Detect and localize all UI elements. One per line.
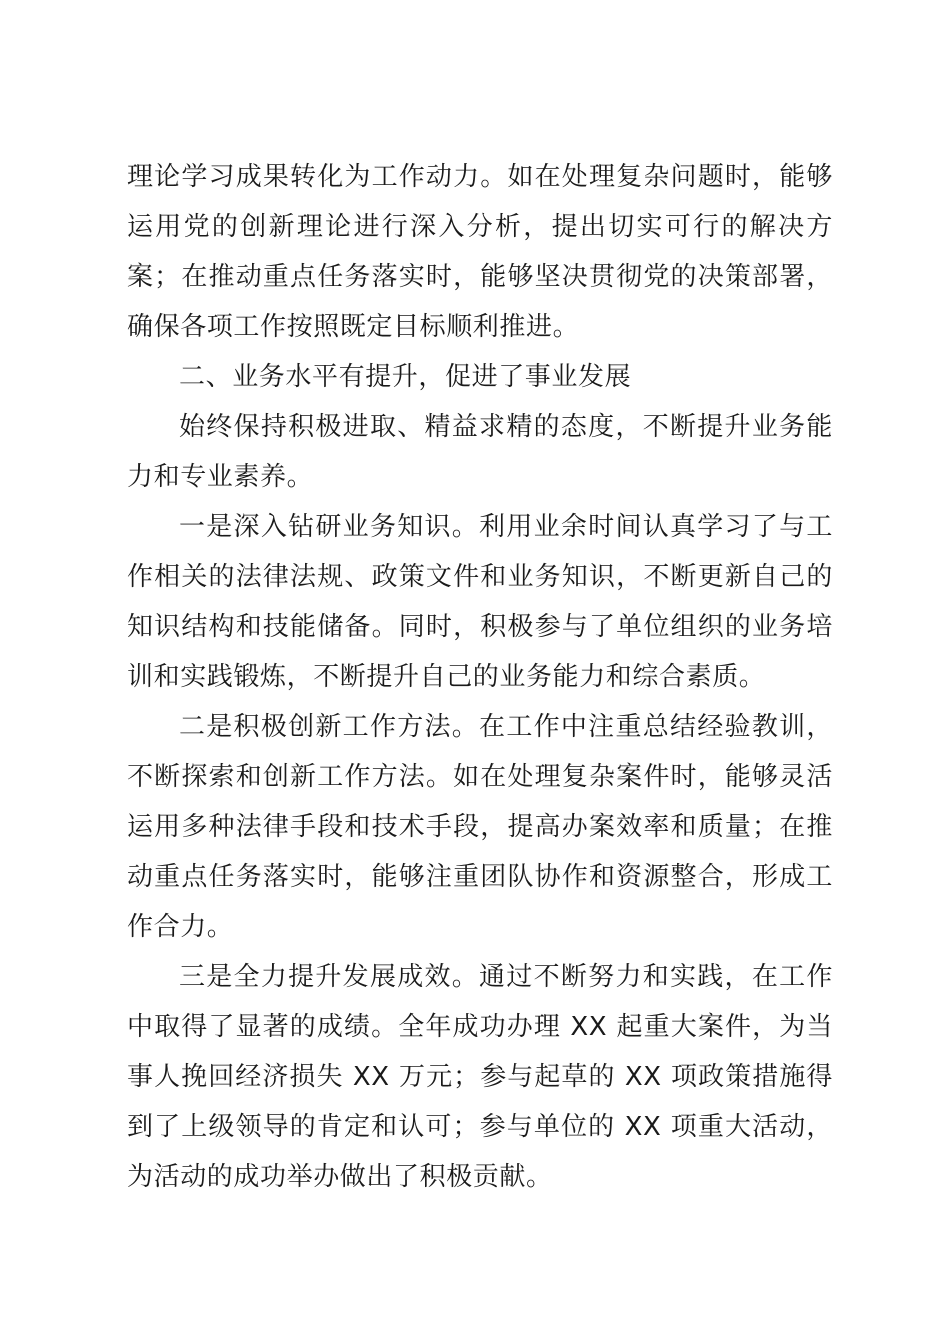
paragraph-point-two: 二是积极创新工作方法。在工作中注重总结经验教训，不断探索和创新工作方法。如在处理复杂案件时，能够灵活运用多种法律手段和技术手段，提高办案效率和质量；在推动重点任务落实时，能够注重团队协作和资源整合，形成工作合力。	[127, 712, 833, 942]
paragraph-point-one: 一是深入钻研业务知识。利用业余时间认真学习了与工作相关的法律法规、政策文件和业务知识，不断更新自己的知识结构和技能储备。同时，积极参与了单位组织的业务培训和实践锻炼，不断提升自己的业务能力和综合素质。	[127, 512, 833, 692]
document-body	[127, 152, 833, 1202]
paragraph-intro: 始终保持积极进取、精益求精的态度，不断提升业务能力和专业素养。	[127, 412, 833, 492]
paragraph-point-three: 三是全力提升发展成效。通过不断努力和实践，在工作中取得了显著的成绩。全年成功办理 XX 起重大案件，为当事人挽回经济损失 XX 万元；参与起草的 XX 项政策措施得到了上级领导的肯定和认可；参与单位的 XX 项重大活动，为活动的成功举办做出了积极贡献。	[127, 962, 833, 1192]
section-heading: 二、业务水平有提升，促进了事业发展	[179, 362, 632, 392]
paragraph-continuation: 理论学习成果转化为工作动力。如在处理复杂问题时，能够运用党的创新理论进行深入分析，提出切实可行的解决方案；在推动重点任务落实时，能够坚决贯彻党的决策部署，确保各项工作按照既定目标顺利推进。	[127, 162, 833, 342]
